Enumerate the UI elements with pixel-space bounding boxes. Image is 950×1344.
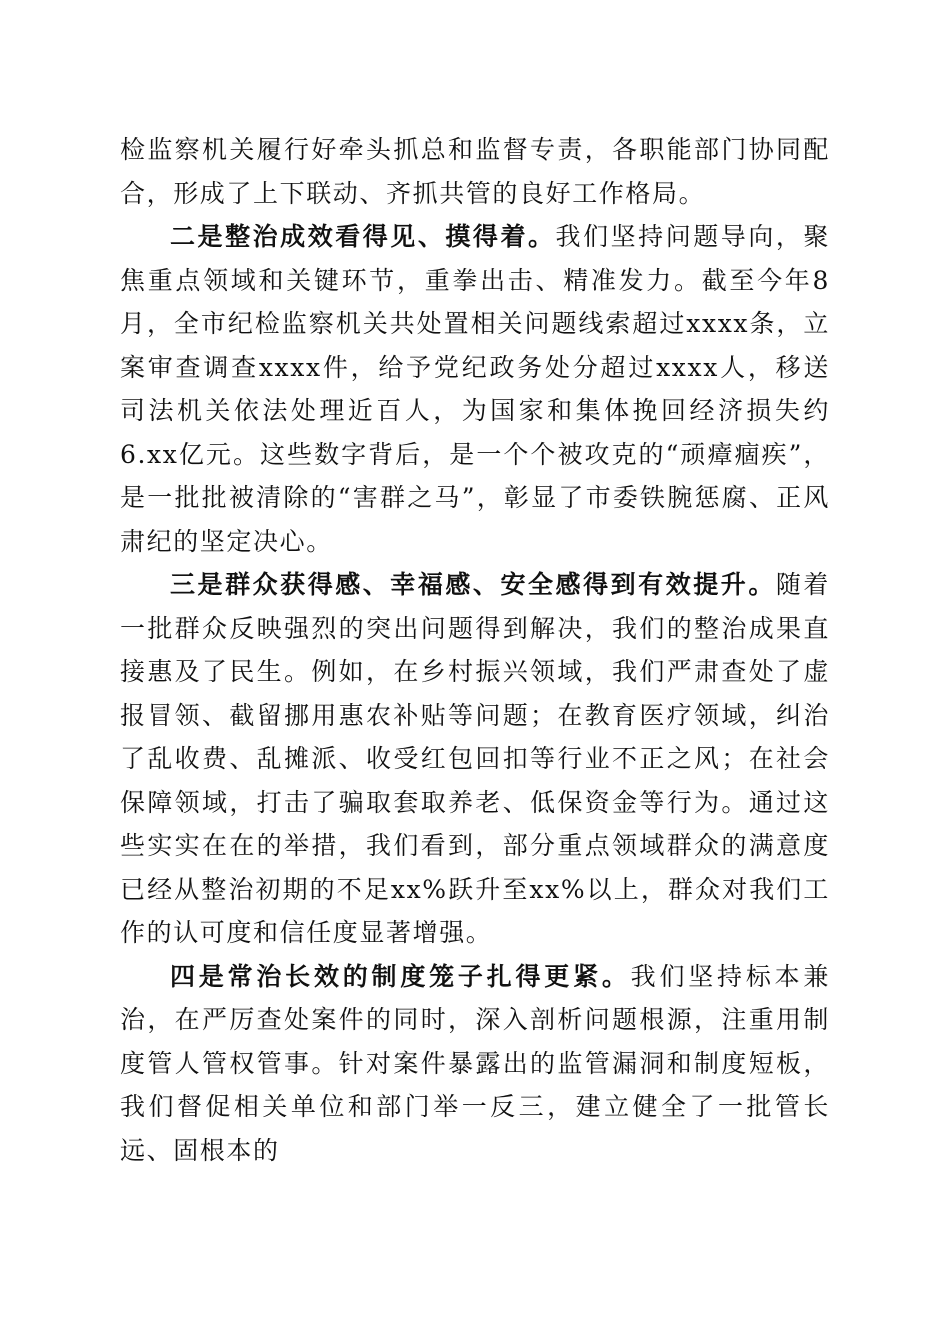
paragraph-2-body: 我们坚持问题导向，聚焦重点领域和关键环节，重拳出击、精准发力。截至今年8月，全市纪检监察机关共处置相关问题线索超过xxxx条，立案审查调查xxxx件，给予党纪政务处分超过xxxx人，移送司法机关依法处理近百人，为国家和集体挽回经济损失约6.xx亿元。这些数字背后，是一个个被攻克的“顽瘴痼疾”，是一批批被清除的“害群之马”，彰显了市委铁腕惩腐、正风肃纪的坚定决心。 — [120, 222, 830, 556]
paragraph-4-body: 我们坚持标本兼治，在严厉查处案件的同时，深入剖析问题根源，注重用制度管人管权管事。针对案件暴露出的监管漏洞和制度短板，我们督促相关单位和部门举一反三，建立健全了一批管长远、固根本的 — [120, 961, 830, 1165]
paragraph-1-body: 检监察机关履行好牵头抓总和监督专责，各职能部门协同配合，形成了上下联动、齐抓共管的良好工作格局。 — [120, 135, 830, 208]
document-body — [120, 128, 830, 1172]
paragraph-4-lead: 四是常治长效的制度笼子扎得更紧。 — [170, 961, 631, 991]
paragraph-2-lead: 二是整治成效看得见、摸得着。 — [170, 222, 556, 251]
paragraph-3-lead: 三是群众获得感、幸福感、安全感得到有效提升。 — [170, 570, 776, 599]
paragraph-4 — [120, 955, 830, 1173]
paragraph-3-body: 随着一批群众反映强烈的突出问题得到解决，我们的整治成果直接惠及了民生。例如，在乡村振兴领域，我们严肃查处了虚报冒领、截留挪用惠农补贴等问题；在教育医疗领域，纠治了乱收费、乱摊派、收受红包回扣等行业不正之风；在社会保障领域，打击了骗取套取养老、低保资金等行为。通过这些实实在在的举措，我们看到，部分重点领域群众的满意度已经从整治初期的不足xx%跃升至xx%以上，群众对我们工作的认可度和信任度显著增强。 — [120, 570, 830, 947]
paragraph-2 — [120, 215, 830, 563]
paragraph-3 — [120, 563, 830, 955]
paragraph-1 — [120, 128, 830, 215]
